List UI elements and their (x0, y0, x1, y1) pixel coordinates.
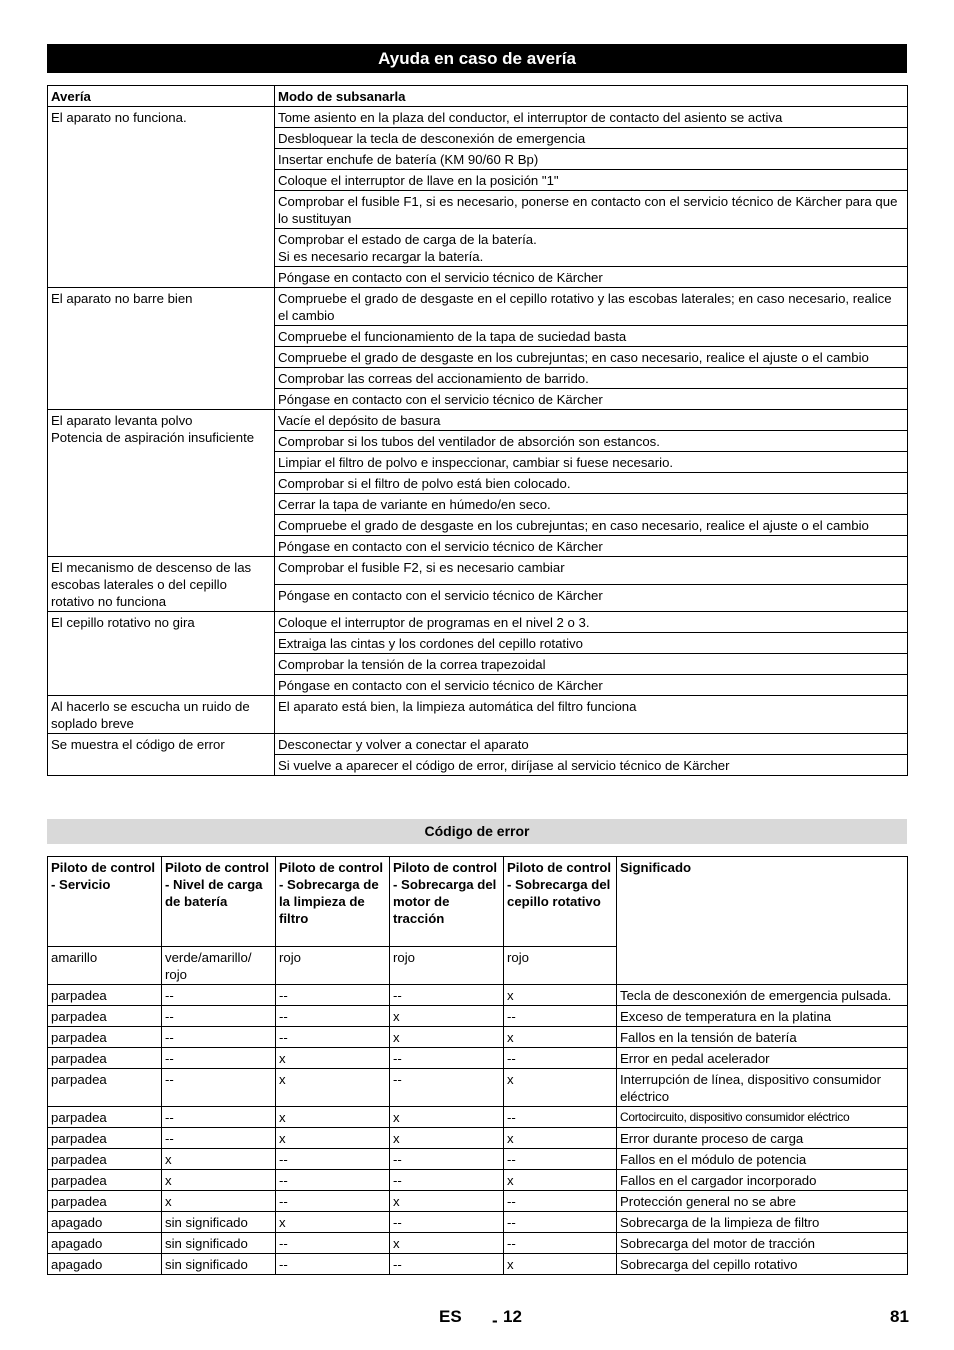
color-filter: rojo (276, 947, 390, 985)
error-cell-meaning: Protección general no se abre (617, 1191, 908, 1212)
fault-row (48, 107, 908, 128)
error-cell-battery-state: -- (162, 985, 276, 1006)
fault-cell: El aparato levanta polvo Potencia de aspiración insuficiente (48, 410, 275, 557)
error-cell-meaning: Tecla de desconexión de emergencia pulsada. (617, 985, 908, 1006)
remedy-cell: Extraiga las cintas y los cordones del cepillo rotativo (275, 633, 908, 654)
error-cell-traction-state: x (390, 1006, 504, 1027)
fault-cell: Se muestra el código de error (48, 734, 275, 776)
error-cell-battery-state: -- (162, 1128, 276, 1149)
error-cell-filter-state: -- (276, 1191, 390, 1212)
remedy-cell: Comprobar el fusible F2, si es necesario cambiar (275, 557, 908, 585)
remedy-cell: Comprobar el estado de carga de la batería. Si es necesario recargar la batería. (275, 229, 908, 267)
header-filter-light: Piloto de control - Sobrecarga de la limpieza de filtro (276, 857, 390, 947)
error-cell-traction-state: -- (390, 985, 504, 1006)
error-row (48, 1107, 908, 1128)
fault-table-header (48, 86, 908, 107)
error-cell-service-state: apagado (48, 1212, 162, 1233)
remedy-cell: Desconectar y volver a conectar el aparato (275, 734, 908, 755)
error-cell-battery-state: sin significado (162, 1212, 276, 1233)
error-cell-meaning: Error en pedal acelerador (617, 1048, 908, 1069)
error-cell-battery-state: x (162, 1170, 276, 1191)
remedy-cell: Compruebe el grado de desgaste en los cubrejuntas; en caso necesario, realice el ajuste o el cambio (275, 515, 908, 536)
error-cell-brush-state: x (504, 1069, 617, 1107)
error-cell-service-state: parpadea (48, 1069, 162, 1107)
error-cell-battery-state: x (162, 1191, 276, 1212)
error-row (48, 1006, 908, 1027)
error-cell-battery-state: sin significado (162, 1254, 276, 1275)
error-cell-filter-state: x (276, 1048, 390, 1069)
error-cell-filter-state: -- (276, 1006, 390, 1027)
color-traction: rojo (390, 947, 504, 985)
remedy-cell: El aparato está bien, la limpieza automática del filtro funciona (275, 696, 908, 734)
error-cell-traction-state: -- (390, 1254, 504, 1275)
fault-table (47, 85, 908, 776)
error-cell-brush-state: -- (504, 1212, 617, 1233)
header-service-light: Piloto de control - Servicio (48, 857, 162, 947)
remedy-cell: Coloque el interruptor de llave en la posición "1" (275, 170, 908, 191)
error-row (48, 1048, 908, 1069)
fault-row (48, 288, 908, 326)
fault-row (48, 612, 908, 633)
error-cell-filter-state: -- (276, 1254, 390, 1275)
remedy-cell: Si vuelve a aparecer el código de error, diríjase al servicio técnico de Kärcher (275, 755, 908, 776)
error-cell-traction-state: -- (390, 1048, 504, 1069)
remedy-cell: Cerrar la tapa de variante en húmedo/en seco. (275, 494, 908, 515)
error-cell-meaning: Sobrecarga de la limpieza de filtro (617, 1212, 908, 1233)
error-cell-filter-state: -- (276, 1170, 390, 1191)
fault-row (48, 557, 908, 585)
error-cell-filter-state: -- (276, 1233, 390, 1254)
error-cell-brush-state: x (504, 1128, 617, 1149)
error-cell-meaning: Sobrecarga del motor de tracción (617, 1233, 908, 1254)
error-cell-service-state: parpadea (48, 1006, 162, 1027)
remedy-cell: Póngase en contacto con el servicio técnico de Kärcher (275, 536, 908, 557)
error-cell-service-state: parpadea (48, 985, 162, 1006)
error-cell-brush-state: -- (504, 1191, 617, 1212)
error-cell-traction-state: -- (390, 1149, 504, 1170)
footer-lang: ES (439, 1307, 462, 1326)
remedy-cell: Comprobar la tensión de la correa trapezoidal (275, 654, 908, 675)
error-cell-brush-state: -- (504, 1107, 617, 1128)
remedy-cell: Compruebe el grado de desgaste en el cepillo rotativo y las escobas laterales; en caso necesario, realice el cambio (275, 288, 908, 326)
error-cell-brush-state: -- (504, 1006, 617, 1027)
remedy-cell: Póngase en contacto con el servicio técnico de Kärcher (275, 389, 908, 410)
error-cell-battery-state: sin significado (162, 1233, 276, 1254)
error-cell-brush-state: -- (504, 1233, 617, 1254)
error-cell-filter-state: -- (276, 1027, 390, 1048)
remedy-cell: Póngase en contacto con el servicio técnico de Kärcher (275, 584, 908, 612)
header-traction-light: Piloto de control - Sobrecarga del motor de tracción (390, 857, 504, 947)
error-cell-traction-state: -- (390, 1069, 504, 1107)
header-brush-light: Piloto de control - Sobrecarga del cepillo rotativo (504, 857, 617, 947)
error-row (48, 1149, 908, 1170)
error-cell-meaning: Fallos en el módulo de potencia (617, 1149, 908, 1170)
remedy-cell: Póngase en contacto con el servicio técnico de Kärcher (275, 267, 908, 288)
footer-page-number: 81 (890, 1307, 909, 1326)
remedy-cell: Comprobar el fusible F1, si es necesario, ponerse en contacto con el servicio técnico de Kärcher para que lo sustituyan (275, 191, 908, 229)
remedy-cell: Limpiar el filtro de polvo e inspeccionar, cambiar si fuese necesario. (275, 452, 908, 473)
error-cell-service-state: parpadea (48, 1170, 162, 1191)
error-cell-service-state: parpadea (48, 1149, 162, 1170)
error-cell-service-state: parpadea (48, 1027, 162, 1048)
header-fault: Avería (48, 86, 275, 107)
color-service: amarillo (48, 947, 162, 985)
error-table-header (48, 857, 908, 947)
header-remedy: Modo de subsanarla (275, 86, 908, 107)
remedy-cell: Póngase en contacto con el servicio técnico de Kärcher (275, 675, 908, 696)
remedy-cell: Compruebe el funcionamiento de la tapa de suciedad basta (275, 326, 908, 347)
fault-row (48, 410, 908, 431)
error-code-section-title: Código de error (47, 819, 907, 844)
error-cell-filter-state: x (276, 1069, 390, 1107)
remedy-cell: Compruebe el grado de desgaste en los cubrejuntas; en caso necesario, realice el ajuste o el cambio (275, 347, 908, 368)
error-cell-battery-state: -- (162, 1107, 276, 1128)
fault-cell: El aparato no barre bien (48, 288, 275, 410)
fault-row (48, 696, 908, 734)
remedy-cell: Comprobar las correas del accionamiento de barrido. (275, 368, 908, 389)
error-cell-traction-state: -- (390, 1170, 504, 1191)
error-cell-traction-state: x (390, 1107, 504, 1128)
error-cell-traction-state: x (390, 1233, 504, 1254)
fault-cell: El aparato no funciona. (48, 107, 275, 288)
error-cell-battery-state: -- (162, 1027, 276, 1048)
header-meaning: Significado (617, 857, 908, 985)
error-row (48, 1069, 908, 1107)
error-cell-meaning: Interrupción de línea, dispositivo consumidor eléctrico (617, 1069, 908, 1107)
remedy-cell: Comprobar si el filtro de polvo está bien colocado. (275, 473, 908, 494)
remedy-cell: Coloque el interruptor de programas en el nivel 2 o 3. (275, 612, 908, 633)
fault-row (48, 734, 908, 755)
error-cell-meaning: Fallos en el cargador incorporado (617, 1170, 908, 1191)
error-cell-brush-state: x (504, 985, 617, 1006)
error-cell-battery-state: x (162, 1149, 276, 1170)
error-cell-traction-state: x (390, 1128, 504, 1149)
error-row (48, 1191, 908, 1212)
error-cell-battery-state: -- (162, 1048, 276, 1069)
error-cell-traction-state: x (390, 1027, 504, 1048)
page-title: Ayuda en caso de avería (47, 44, 907, 73)
error-cell-meaning: Fallos en la tensión de batería (617, 1027, 908, 1048)
error-cell-service-state: apagado (48, 1254, 162, 1275)
error-cell-filter-state: -- (276, 1149, 390, 1170)
remedy-cell: Tome asiento en la plaza del conductor, el interruptor de contacto del asiento se activa (275, 107, 908, 128)
error-cell-service-state: parpadea (48, 1191, 162, 1212)
error-cell-filter-state: -- (276, 985, 390, 1006)
error-row (48, 1027, 908, 1048)
error-cell-brush-state: x (504, 1027, 617, 1048)
remedy-cell: Comprobar si los tubos del ventilador de absorción son estancos. (275, 431, 908, 452)
error-cell-battery-state: -- (162, 1069, 276, 1107)
remedy-cell: Vacíe el depósito de basura (275, 410, 908, 431)
fault-cell: Al hacerlo se escucha un ruido de soplado breve (48, 696, 275, 734)
error-row (48, 1128, 908, 1149)
error-cell-meaning: Sobrecarga del cepillo rotativo (617, 1254, 908, 1275)
error-row (48, 1254, 908, 1275)
error-cell-traction-state: -- (390, 1212, 504, 1233)
error-cell-battery-state: -- (162, 1006, 276, 1027)
error-row (48, 1233, 908, 1254)
remedy-cell: Desbloquear la tecla de desconexión de emergencia (275, 128, 908, 149)
color-brush: rojo (504, 947, 617, 985)
error-cell-brush-state: x (504, 1254, 617, 1275)
fault-cell: El mecanismo de descenso de las escobas laterales o del cepillo rotativo no funciona (48, 557, 275, 612)
error-row (48, 1170, 908, 1191)
error-cell-brush-state: -- (504, 1048, 617, 1069)
error-cell-traction-state: x (390, 1191, 504, 1212)
remedy-cell: Insertar enchufe de batería (KM 90/60 R Bp) (275, 149, 908, 170)
error-code-table (47, 856, 908, 1275)
error-row (48, 1212, 908, 1233)
fault-cell: El cepillo rotativo no gira (48, 612, 275, 696)
error-cell-meaning: Cortocircuito, dispositivo consumidor eléctrico (617, 1107, 908, 1128)
error-row (48, 985, 908, 1006)
error-cell-service-state: parpadea (48, 1128, 162, 1149)
color-battery: verde/amarillo/ rojo (162, 947, 276, 985)
footer-section-page: 12 (503, 1307, 522, 1326)
error-cell-brush-state: x (504, 1170, 617, 1191)
error-cell-filter-state: x (276, 1212, 390, 1233)
header-battery-light: Piloto de control - Nivel de carga de batería (162, 857, 276, 947)
error-cell-service-state: parpadea (48, 1107, 162, 1128)
error-cell-filter-state: x (276, 1128, 390, 1149)
footer-dash: - (492, 1311, 498, 1330)
error-cell-service-state: apagado (48, 1233, 162, 1254)
error-cell-meaning: Error durante proceso de carga (617, 1128, 908, 1149)
error-cell-filter-state: x (276, 1107, 390, 1128)
error-cell-brush-state: -- (504, 1149, 617, 1170)
error-cell-meaning: Exceso de temperatura en la platina (617, 1006, 908, 1027)
error-cell-service-state: parpadea (48, 1048, 162, 1069)
